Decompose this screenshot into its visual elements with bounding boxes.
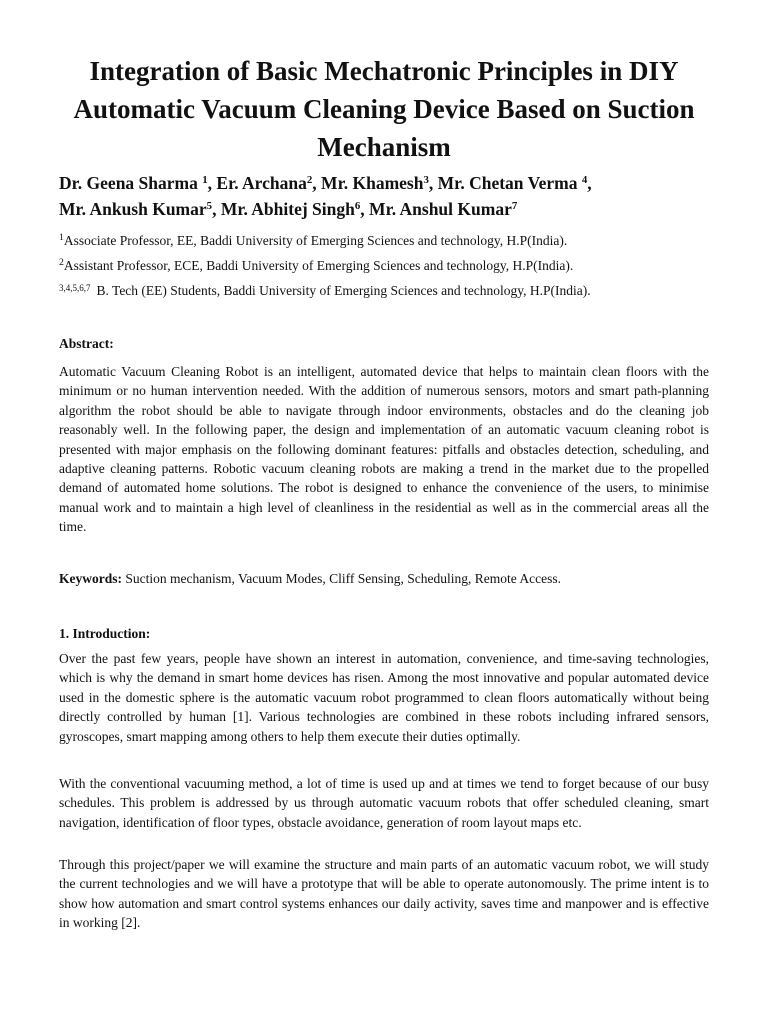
author-name: Mr. Ankush Kumar	[59, 199, 207, 219]
abstract-heading: Abstract:	[59, 336, 114, 351]
affiliation-2	[59, 257, 729, 275]
author-separator: ,	[587, 173, 592, 193]
author-separator: ,	[312, 173, 322, 193]
paper-title: Integration of Basic Mechatronic Principles in DIY Automatic Vacuum Cleaning Device Based on Suction Mechanism	[73, 56, 695, 162]
introduction-paragraph: Over the past few years, people have shown an interest in automation, convenience, and time-saving technologies, which is why the demand in smart home devices has risen. Among the most innovative and popular automated device used in the domestic sphere is the automatic vacuum robot programmed to clean floors automatically without being directly controlled by human [1]. Various technologies are combined in these robots including infrared sensors, gyroscopes, smart mapping among others to help them execute their duties optimally.	[59, 651, 709, 744]
introduction-heading: 1. Introduction:	[59, 626, 151, 641]
author	[59, 173, 216, 193]
author-name: Mr. Anshul Kumar	[369, 199, 512, 219]
author	[438, 173, 592, 193]
author-sup: 1	[202, 174, 208, 187]
affiliation-1	[59, 232, 729, 250]
author-sup: 4	[581, 174, 588, 187]
author-separator: ,	[428, 173, 438, 193]
keywords	[59, 569, 709, 588]
author-sup: 6	[354, 200, 361, 213]
introduction-paragraph: With the conventional vacuuming method, a lot of time is used up and at times we tend to forget because of our busy schedules. This problem is addressed by us through automatic vacuum robots that offer scheduled cleaning, smart navigation, identification of floor types, obstacle avoidance, generation of room layout maps etc.	[59, 776, 709, 830]
author	[59, 199, 221, 219]
author-sup: 3	[423, 174, 429, 187]
author-list	[59, 170, 709, 222]
author-name: Mr. Abhitej Singh	[220, 199, 355, 219]
affiliation-sup: 2	[59, 256, 64, 268]
author	[369, 199, 517, 219]
affiliation-3	[59, 282, 729, 301]
author-name: Dr. Geena Sharma	[59, 173, 203, 193]
author-name: Mr. Khamesh	[321, 173, 424, 193]
affiliation-sup: 1	[59, 231, 64, 243]
affiliation-text: Assistant Professor, ECE, Baddi University of Emerging Sciences and technology, H.P(India).	[63, 258, 574, 273]
author-name: Mr. Chetan Verma	[437, 173, 582, 193]
author-sup: 2	[306, 174, 313, 187]
author-separator: ,	[207, 173, 217, 193]
affiliation-text: Associate Professor, EE, Baddi University of Emerging Sciences and technology, H.P(India).	[63, 233, 568, 248]
author	[321, 173, 438, 193]
abstract-text: Automatic Vacuum Cleaning Robot is an intelligent, automated device that helps to maintain clean floors with the minimum or no human intervention needed. With the addition of numerous sensors, motors and smart path-planning algorithm the robot should be able to navigate through indoor environments, obstacles and do the cleaning job reasonably well. In the following paper, the design and implementation of an automatic vacuum cleaning robot is presented with major emphasis on the following dominant features: pitfalls and obstacles detection, scheduling, and adaptive cleaning patterns. Robotic vacuum cleaning robots are making a trend in the market due to the propelled demand of automated home solutions. The robot is designed to enhance the convenience of the users, to minimise manual work and to maintain a high level of cleanliness in the residential as well as in the commercial areas all the time.	[59, 364, 709, 535]
author-name: Er. Archana	[216, 173, 307, 193]
affiliation-text: B. Tech (EE) Students, Baddi University of Emerging Sciences and technology, H.P(India).	[96, 283, 591, 298]
author-separator: ,	[212, 199, 221, 219]
affiliation-sup: 3,4,5,6,7	[59, 283, 91, 293]
keywords-text: Suction mechanism, Vacuum Modes, Cliff Sensing, Scheduling, Remote Access.	[122, 571, 561, 586]
author	[221, 199, 369, 219]
keywords-label: Keywords:	[59, 571, 122, 586]
introduction-paragraph: Through this project/paper we will examine the structure and main parts of an automatic vacuum robot, we will study the current technologies and we will have a prototype that will be able to operate autonomously. The prime intent is to show how automation and smart control systems enhances our daily activity, saves time and manpower and is effective in working [2].	[59, 857, 709, 931]
author-separator: ,	[360, 199, 370, 219]
author-sup: 7	[511, 200, 518, 213]
author	[216, 173, 321, 193]
author-sup: 5	[206, 200, 213, 213]
